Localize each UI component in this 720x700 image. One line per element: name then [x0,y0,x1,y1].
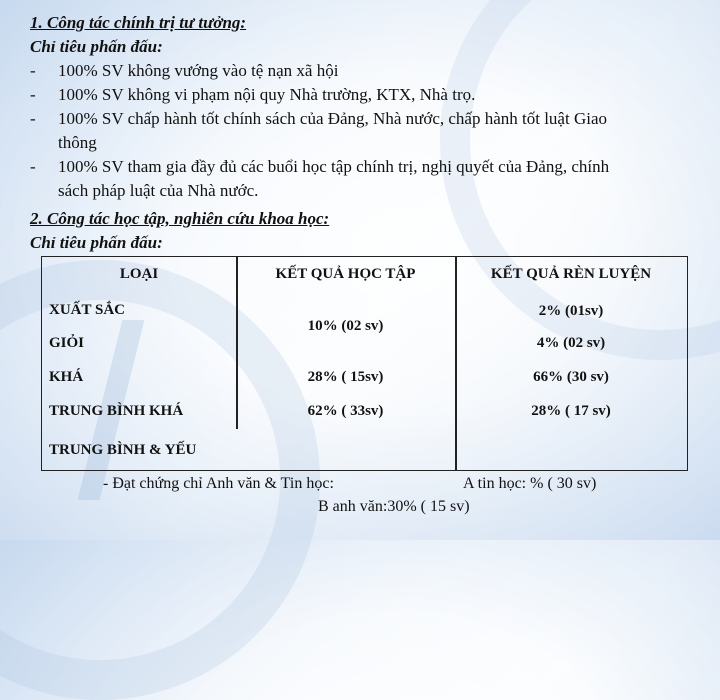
section2-heading: 2. Công tác học tập, nghiên cứu khoa học: [30,209,330,228]
bullet-text: 100% SV không vi phạm nội quy Nhà trường, KTX, Nhà trọ. [58,85,476,104]
bullet-dash: - [30,157,36,176]
table-divider [455,257,457,470]
english-certificate: B anh văn:30% ( 15 sv) [318,498,470,515]
row-conduct: 4% (02 sv) [536,335,606,351]
bullet-text: 100% SV chấp hành tốt chính sách của Đảng, Nhà nước, chấp hành tốt luật Giao [58,109,607,128]
row-study: 28% ( 15sv) [307,369,384,385]
header-study-result: KẾT QUẢ HỌC TẬP [275,266,416,282]
row-conduct: 2% (01sv) [538,303,604,319]
section1-target-label: Chỉ tiêu phấn đấu: [30,37,163,56]
row-type: XUẤT SẮC [49,302,125,318]
row-type: TRUNG BÌNH KHÁ [49,403,184,419]
bullet-text: 100% SV tham gia đầy đủ các buổi học tập chính trị, nghị quyết của Đảng, chính [58,157,610,176]
row-type: GIỎI [49,335,85,351]
section1-heading: 1. Công tác chính trị tư tưởng: [30,13,247,32]
row-conduct: 66% (30 sv) [533,369,609,385]
results-table [41,256,688,471]
bullet-dash: - [30,109,36,128]
bullet-text: 100% SV không vướng vào tệ nạn xã hội [58,61,339,80]
row-conduct: 28% ( 17 sv) [531,403,611,419]
row-type: TRUNG BÌNH & YẾU [49,442,197,458]
header-type: LOẠI [119,266,159,282]
row-study: 62% ( 33sv) [307,403,384,419]
bullet-dash: - [30,85,36,104]
it-certificate: A tin học: % ( 30 sv) [463,475,597,492]
row-type: KHÁ [49,369,84,385]
bullet-dash: - [30,61,36,80]
section2-target-label: Chỉ tiêu phấn đấu: [30,233,163,252]
header-conduct-result: KẾT QUẢ RÈN LUYỆN [490,266,652,282]
certificate-line: - Đạt chứng chỉ Anh văn & Tin học: [103,475,334,492]
row-study-merged: 10% (02 sv) [307,318,384,334]
bullet-continuation: thông [58,133,97,152]
bullet-continuation: sách pháp luật của Nhà nước. [58,181,259,200]
